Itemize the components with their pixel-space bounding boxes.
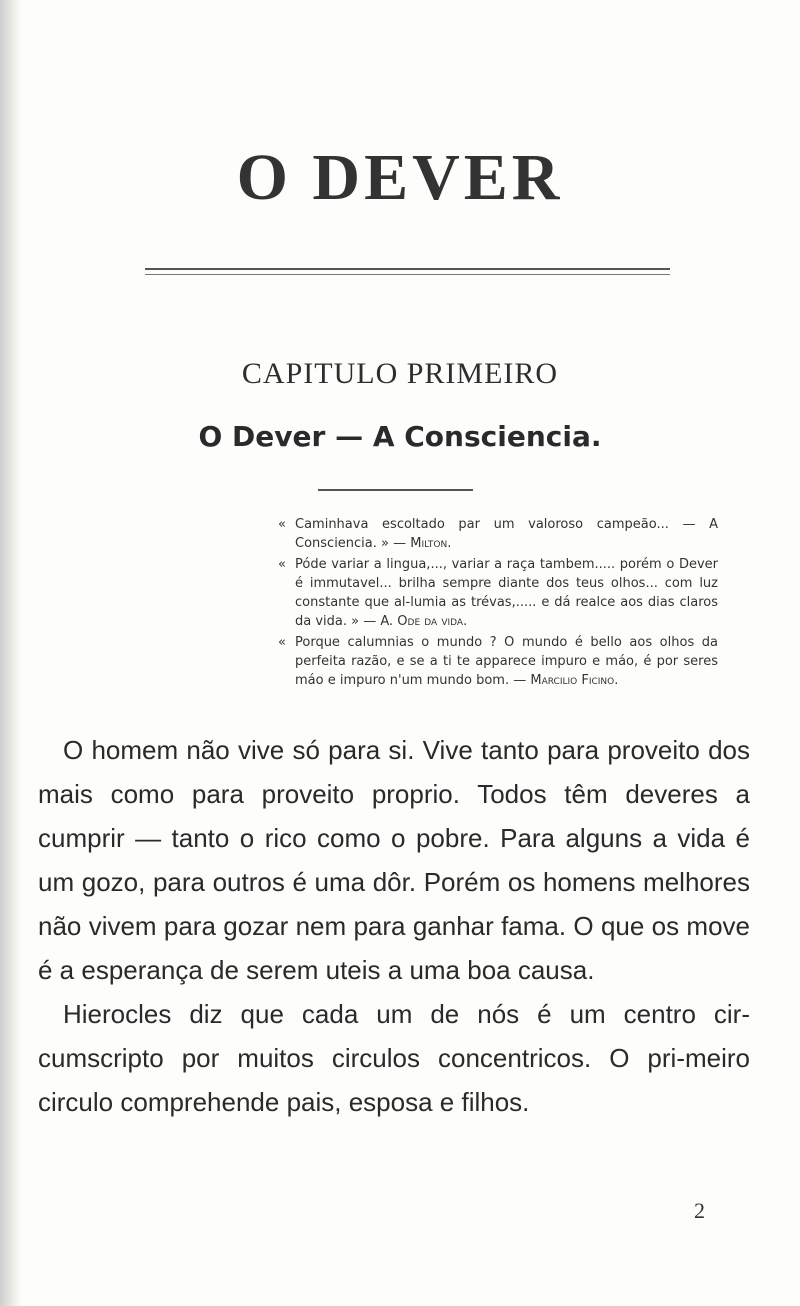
epigraph-attribution: Milton. [410, 536, 452, 551]
epigraph [278, 633, 718, 690]
page-number: 2 [694, 1198, 705, 1223]
epigraph-attribution: Marcilio Ficino. [530, 673, 619, 688]
paragraph: O homem não vive só para si. Vive tanto para proveito dos mais como para proveito proprio. Todos têm deveres a cumprir — tanto o rico como o pobre. Para alguns a vida é um gozo, para outros é uma dôr. Porém os homens melhores não vivem para gozar nem para ganhar fama. O que os move é a esperança de serem uteis a uma boa causa. [38, 735, 750, 985]
epigraphs [278, 515, 718, 692]
paragraph: Hierocles diz que cada um de nós é um centro cir-cumscripto por muitos circulos concentricos. O pri-meiro circulo comprehende pais, esposa e filhos. [38, 999, 750, 1117]
body-text [38, 728, 750, 1124]
title-divider-thin [145, 274, 670, 275]
quote-mark: « [278, 517, 286, 532]
epigraph-text: Caminhava escoltado par um valoroso campeão... — A Consciencia. » — [295, 517, 718, 551]
quote-mark: « [278, 635, 286, 650]
epigraph [278, 515, 718, 553]
epigraph [278, 555, 718, 631]
book-title: O DEVER [236, 141, 564, 214]
chapter-subtitle: O Dever — A Consciencia. [198, 420, 602, 453]
quote-mark: « [278, 557, 286, 572]
title-divider [145, 268, 670, 270]
section-divider [318, 489, 473, 491]
epigraph-attribution: A. Ode da vida. [380, 614, 468, 629]
epigraph-text: Porque calumnias o mundo ? O mundo é bello aos olhos da perfeita razão, e se a ti te apparece impuro e máo, é por seres máo e impuro n'um mundo bom. — [295, 635, 718, 688]
chapter-heading: CAPITULO PRIMEIRO [241, 357, 559, 390]
epigraph-text: Póde variar a lingua,..., variar a raça tambem..... porém o Dever é immutavel... brilha sempre diante dos teus olhos... com luz constante que al-lumia as trévas,..... e dá realce aos dias claros da vida. » — [295, 557, 718, 629]
